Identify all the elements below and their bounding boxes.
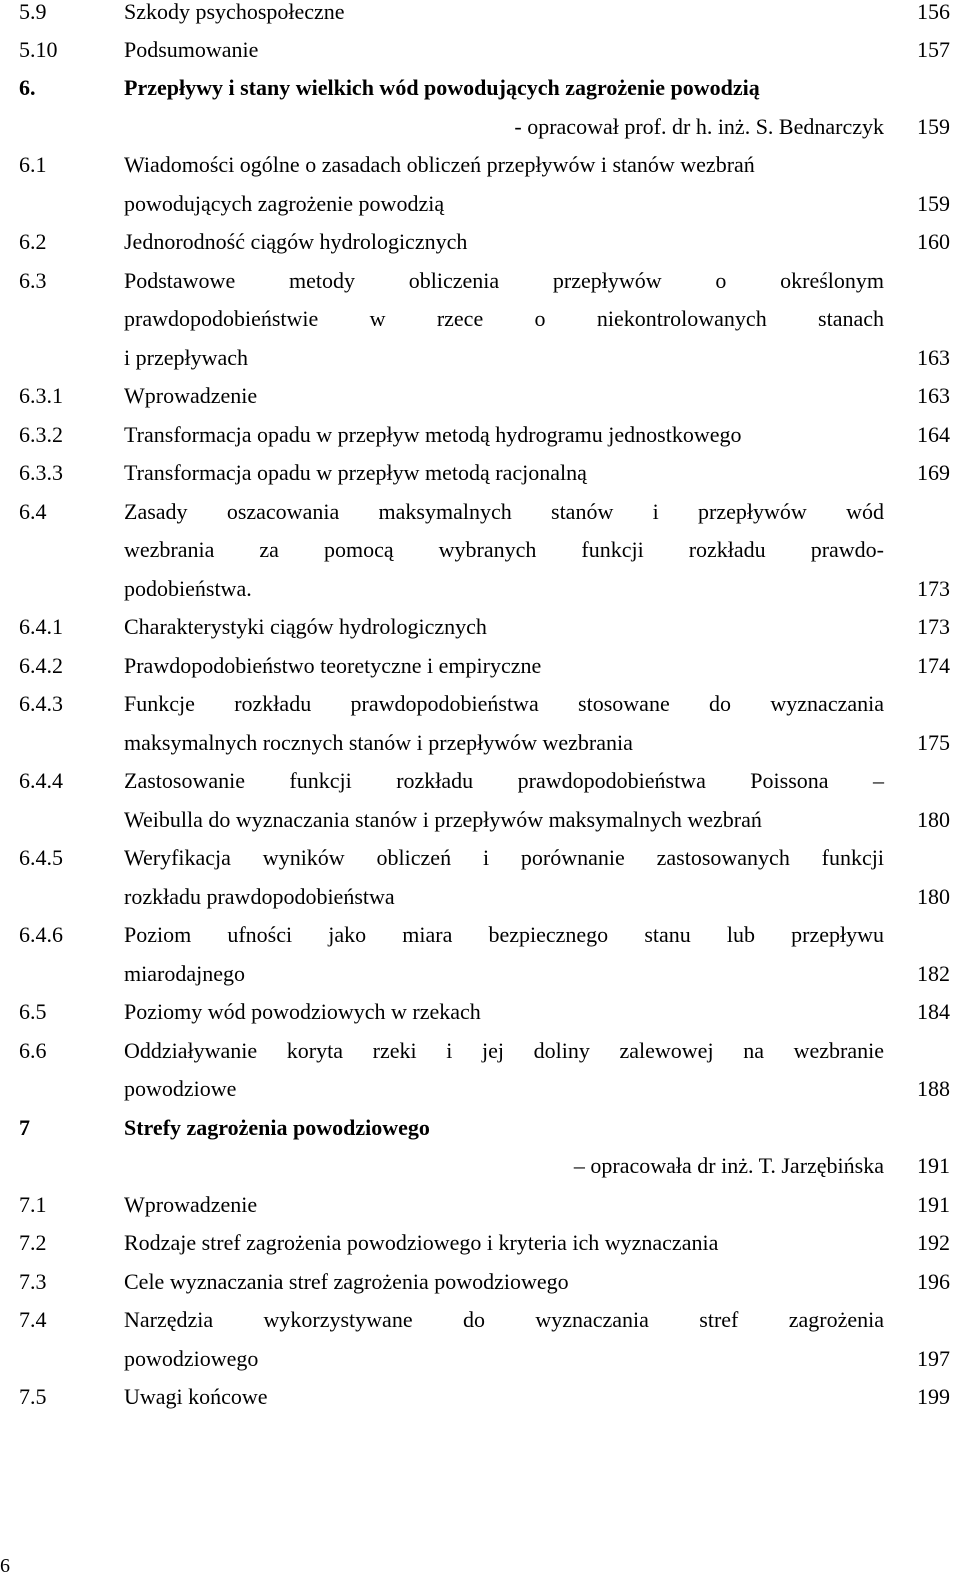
toc-row-continuation [0,1340,960,1378]
toc-row [0,493,960,531]
toc-number: 5.10 [19,37,58,62]
toc-number: 6.3.3 [19,460,63,485]
toc-page-number: 173 [917,614,950,639]
toc-row [0,608,960,646]
toc-title: powodziowe [124,1076,237,1101]
toc-number: 7.2 [19,1230,47,1255]
toc-page-number: 164 [917,422,950,447]
toc-row-continuation [0,1070,960,1108]
toc-author: – opracowała dr inż. T. Jarzębińska [573,1153,884,1178]
toc-title: Uwagi końcowe [124,1384,268,1409]
toc-number: 6.6 [19,1038,47,1063]
toc-page-number: 157 [917,37,950,62]
toc-title: Strefy zagrożenia powodziowego [124,1115,430,1140]
toc-title: Podsumowanie [124,37,259,62]
toc-title: podobieństwa. [124,576,252,601]
toc-row [0,1032,960,1070]
toc-page-number: 163 [917,345,950,370]
toc-title: Poziomy wód powodziowych w rzekach [124,999,481,1024]
toc-title: Funkcje rozkładu prawdopodobieństwa stosowane do wyznaczania [124,691,884,716]
toc-chapter-row [0,69,960,107]
toc-title: Wprowadzenie [124,383,258,408]
toc-title: Transformacja opadu w przepływ metodą hydrogramu jednostkowego [124,422,742,447]
toc-author: - opracował prof. dr h. inż. S. Bednarczyk [514,114,884,139]
toc-number: 6.4.1 [19,614,63,639]
toc-page-number: 182 [917,961,950,986]
toc-row [0,1301,960,1339]
toc-row-continuation [0,339,960,377]
toc-page-number: 197 [917,1346,950,1371]
toc-page-number: 191 [917,1153,950,1178]
toc-title: maksymalnych rocznych stanów i przepływów wezbrania [124,730,633,755]
toc-number: 6.1 [19,152,47,177]
toc-number: 7.5 [19,1384,47,1409]
toc-row [0,916,960,954]
toc-title: Oddziaływanie koryta rzeki i jej doliny zalewowej na wezbranie [124,1038,884,1063]
toc-row [0,1186,960,1224]
toc-author-row [0,108,960,146]
toc-row [0,377,960,415]
toc-number: 7 [19,1115,30,1140]
toc-row [0,839,960,877]
toc-number: 6.5 [19,999,47,1024]
toc-title: Poziom ufności jako miara bezpiecznego stanu lub przepływu [124,922,884,947]
toc-page-number: 159 [917,114,950,139]
toc-title: Zastosowanie funkcji rozkładu prawdopodobieństwa Poissona – [124,768,884,793]
toc-page-number: 184 [917,999,950,1024]
toc-title: Wprowadzenie [124,1192,258,1217]
toc-page-number: 175 [917,730,950,755]
toc-row [0,993,960,1031]
toc-title: i przepływach [124,345,248,370]
toc-title: powodujących zagrożenie powodzią [124,191,445,216]
toc-number: 6.3.1 [19,383,63,408]
toc-number: 6.4 [19,499,47,524]
toc-title: Przepływy i stany wielkich wód powodujących zagrożenie powodzią [124,75,760,100]
toc-row-continuation [0,185,960,223]
toc-row-continuation [0,531,960,569]
toc-number: 6.4.2 [19,653,63,678]
toc-number: 6.4.4 [19,768,63,793]
toc-number: 6.3 [19,268,47,293]
toc-page-number: 199 [917,1384,950,1409]
toc-page-number: 174 [917,653,950,678]
toc-title: Rodzaje stref zagrożenia powodziowego i kryteria ich wyznaczania [124,1230,719,1255]
toc-title: rozkładu prawdopodobieństwa [124,884,395,909]
toc-row [0,31,960,69]
toc-title: wezbrania za pomocą wybranych funkcji rozkładu prawdo- [124,537,884,562]
toc-chapter-row [0,1109,960,1147]
toc-page-number: 180 [917,807,950,832]
toc-row [0,1224,960,1262]
toc-page-number: 188 [917,1076,950,1101]
toc-row [0,1263,960,1301]
toc-title: powodziowego [124,1346,259,1371]
toc-page-number: 156 [917,0,950,24]
toc-title: miarodajnego [124,961,245,986]
toc-title: Transformacja opadu w przepływ metodą racjonalną [124,460,587,485]
toc-row [0,0,960,31]
toc-page-number: 196 [917,1269,950,1294]
toc-page-number: 173 [917,576,950,601]
toc-number: 6.4.6 [19,922,63,947]
toc-row [0,146,960,184]
toc-row-continuation [0,955,960,993]
toc-page-number: 191 [917,1192,950,1217]
toc-title: Szkody psychospołeczne [124,0,345,24]
toc-title: Weibulla do wyznaczania stanów i przepływów maksymalnych wezbrań [124,807,762,832]
toc-title: prawdopodobieństwie w rzece o niekontrolowanych stanach [124,306,884,331]
toc-row-continuation [0,724,960,762]
toc-title: Weryfikacja wyników obliczeń i porównanie zastosowanych funkcji [124,845,884,870]
toc-number: 6.4.5 [19,845,63,870]
toc-title: Jednorodność ciągów hydrologicznych [124,229,468,254]
toc-number: 5.9 [19,0,47,24]
toc-row [0,647,960,685]
toc-title: Narzędzia wykorzystywane do wyznaczania stref zagrożenia [124,1307,884,1332]
toc-row-continuation [0,878,960,916]
toc-row [0,416,960,454]
toc-page-number: 169 [917,460,950,485]
toc-title: Prawdopodobieństwo teoretyczne i empiryczne [124,653,542,678]
toc-title: Zasady oszacowania maksymalnych stanów i przepływów wód [124,499,884,524]
toc-author-row [0,1147,960,1185]
toc-row [0,685,960,723]
toc-number: 7.4 [19,1307,47,1332]
footer-page-number: 6 [0,1555,10,1577]
toc-row-continuation [0,300,960,338]
toc-title: Wiadomości ogólne o zasadach obliczeń przepływów i stanów wezbrań [124,152,755,177]
toc-page-number: 163 [917,383,950,408]
toc-row [0,762,960,800]
toc-row [0,223,960,261]
toc-page-number: 160 [917,229,950,254]
toc-row [0,454,960,492]
toc-row-continuation [0,570,960,608]
toc-number: 6.4.3 [19,691,63,716]
toc-number: 7.1 [19,1192,47,1217]
toc-title: Cele wyznaczania stref zagrożenia powodziowego [124,1269,569,1294]
toc-number: 6.3.2 [19,422,63,447]
toc-title: Charakterystyki ciągów hydrologicznych [124,614,487,639]
toc-number: 6. [19,75,36,100]
toc-page-number: 180 [917,884,950,909]
toc-page-number: 192 [917,1230,950,1255]
toc-row [0,262,960,300]
toc-row-continuation [0,801,960,839]
toc-title: Podstawowe metody obliczenia przepływów o określonym [124,268,884,293]
toc-number: 6.2 [19,229,47,254]
toc-number: 7.3 [19,1269,47,1294]
toc-page-number: 159 [917,191,950,216]
toc-row [0,1378,960,1416]
